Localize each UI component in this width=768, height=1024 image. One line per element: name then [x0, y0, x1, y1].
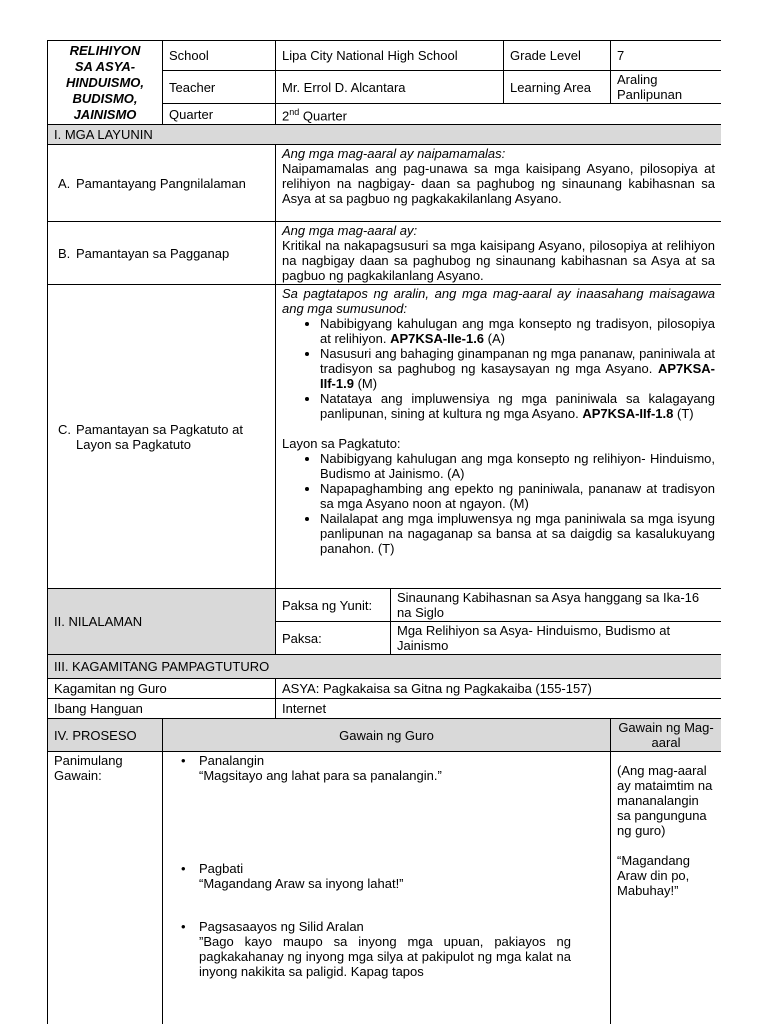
- bullet-icon: •: [181, 753, 186, 769]
- quarter-number: 2: [282, 108, 290, 124]
- list-item: [320, 391, 715, 421]
- lesson-title-line: HINDUISMO,: [66, 74, 144, 90]
- competency-text: Nabibigyang kahulugan ang mga konsepto ng tradisyon, pilosopiya at relihiyon.: [320, 316, 716, 347]
- lesson-plan-page: [47, 40, 721, 1024]
- lesson-plan-table: [47, 40, 721, 1024]
- list-item: [320, 316, 715, 346]
- teacher-activities: [163, 752, 611, 1024]
- list-item: • Napapaghambing ang epekto ng paniniwala, pananaw at tradisyon sa mga Asyano noon at ngayon. (M): [320, 481, 715, 511]
- lesson-title-line: SA ASYA-: [74, 58, 136, 74]
- quarter-value: [276, 104, 722, 125]
- paksa-yunit-value: Sinaunang Kabihasnan sa Asya hanggang sa Ika-16 na Siglo: [391, 589, 722, 622]
- student-response: “Magandang Araw din po, Mabuhay!”: [617, 853, 691, 899]
- competency-list: [282, 316, 715, 421]
- section-heading-kagamitan: III. KAGAMITANG PAMPAGTUTURO: [48, 655, 722, 679]
- competency-code: AP7KSA-IIe-1.6: [390, 331, 485, 347]
- lesson-title-line: BUDISMO,: [72, 90, 138, 106]
- student-response: (Ang mag-aaral ay mataimtim na mananalangin sa pangunguna ng guro): [617, 763, 713, 839]
- layon-heading: Layon sa Pagkatuto:: [282, 436, 401, 452]
- paksa-label: Paksa:: [276, 622, 391, 655]
- learning-area-label: Learning Area: [504, 71, 611, 104]
- school-label: School: [163, 41, 276, 71]
- competency-level: (T): [677, 406, 694, 422]
- competency-text: Natataya ang impluwensiya ng mga paniniwala sa kalagayang panlipunan, sining at kultura ng mga Asyano.: [320, 391, 716, 422]
- activity-text: “Magandang Araw sa inyong lahat!”: [199, 876, 404, 892]
- list-item: [320, 346, 715, 391]
- layunin-a-label: Pamantayang Pangnilalaman: [76, 175, 246, 191]
- student-activities: [611, 752, 721, 1024]
- activity-text: ”Bago kayo maupo sa inyong mga upuan, pakiayos ng pagkakahanay ng inyong mga silya at pakipulot ng mga kalat na inyong nakikita sa paligid. Kapag tapos: [199, 934, 571, 980]
- grade-level-label: Grade Level: [504, 41, 611, 71]
- layunin-c-letter: C.: [58, 421, 71, 437]
- layunin-c-label: Pamantayan sa Pagkatuto at Layon sa Pagkatuto: [76, 421, 243, 452]
- lesson-title-line: RELIHIYON: [69, 42, 141, 58]
- layunin-a-content: [276, 145, 722, 222]
- bullet-icon: •: [181, 919, 186, 935]
- competency-code: AP7KSA-IIf-1.9: [320, 361, 716, 392]
- competency-text: Nasusuri ang bahaging ginampanan ng mga pananaw, paniniwala at tradisyon sa paghubog ng kasaysayan ng mga Asyano.: [320, 346, 716, 377]
- competency-level: (A): [487, 331, 505, 347]
- activity-title: Pagbati: [199, 861, 244, 877]
- layunin-a-text: Naipamamalas ang pag-unawa sa mga kaisipang Asyano, pilosopiya at relihiyon na nagbigay- daan sa paghubog ng sinaunang kabihasnan sa Asya at sa pagbuo ng pagkakakilanlang Asyano.: [282, 161, 716, 207]
- grade-level-value: 7: [611, 41, 721, 71]
- kagamitan-guro-value: ASYA: Pagkakaisa sa Gitna ng Pagkakaiba (155-157): [276, 679, 722, 699]
- layunin-c-label-cell: [48, 285, 276, 589]
- teacher-label: Teacher: [163, 71, 276, 104]
- activity-text: “Magsitayo ang lahat para sa panalangin.”: [199, 768, 442, 784]
- layunin-b-label: Pamantayan sa Pagganap: [76, 245, 230, 261]
- layunin-b-letter: B.: [58, 245, 71, 261]
- layunin-b-label-cell: [48, 222, 276, 285]
- activity-title: Pagsasaayos ng Silid Aralan: [199, 919, 364, 935]
- ibang-hanguan-value: Internet: [276, 699, 722, 719]
- section-heading-proseso: IV. PROSESO: [48, 719, 163, 752]
- lesson-title-line: JAINISMO: [73, 106, 137, 122]
- layunin-b-content: [276, 222, 722, 285]
- section-heading-nilalaman: II. NILALAMAN: [48, 589, 276, 655]
- layunin-a-intro: Ang mga mag-aaral ay naipamamalas:: [282, 146, 506, 162]
- layunin-b-intro: Ang mga mag-aaral ay:: [282, 223, 418, 239]
- competency-level: (M): [357, 376, 378, 392]
- layunin-a-letter: A.: [58, 175, 71, 191]
- list-item: [169, 919, 604, 979]
- learning-area-value: Araling Panlipunan: [611, 71, 721, 104]
- paksa-yunit-label: Paksa ng Yunit:: [276, 589, 391, 622]
- layon-list: [282, 451, 715, 556]
- list-item: [169, 861, 604, 891]
- bullet-icon: •: [181, 861, 186, 877]
- school-value: Lipa City National High School: [276, 41, 504, 71]
- ibang-hanguan-label: Ibang Hanguan: [48, 699, 276, 719]
- quarter-suffix: nd: [289, 107, 300, 117]
- quarter-word: Quarter: [302, 108, 347, 124]
- paksa-value: Mga Relihiyon sa Asya- Hinduismo, Budismo at Jainismo: [391, 622, 722, 655]
- layunin-c-intro: Sa pagtatapos ng aralin, ang mga mag-aaral ay inaasahang maisagawa ang mga sumusunod:: [282, 286, 716, 317]
- layunin-c-content: [276, 285, 722, 589]
- list-item: • Nailalapat ang mga impluwensya ng mga paniniwala sa mga isyung panlipunan na nagaganap sa bansa at sa daigdig sa kasalukuyang panahon. (T): [320, 511, 715, 556]
- gawain-magaaral-header: Gawain ng Mag-aaral: [611, 719, 721, 752]
- kagamitan-guro-label: Kagamitan ng Guro: [48, 679, 276, 699]
- layunin-b-text: Kritikal na nakapagsusuri sa mga kaisipang Asyano, pilosopiya at relihiyon na nagbigay daan sa paghubog ng sinaunang kabihasnan sa Asya at sa pagbuo ng pagkakilanlang Asyano.: [282, 238, 716, 284]
- layunin-a-label-cell: [48, 145, 276, 222]
- list-item: • Nabibigyang kahulugan ang mga konsepto ng relihiyon- Hinduismo, Budismo at Jainismo. (A): [320, 451, 715, 481]
- teacher-value: Mr. Errol D. Alcantara: [276, 71, 504, 104]
- activity-title: Panalangin: [199, 753, 265, 769]
- list-item: [169, 753, 604, 783]
- stage-label: Panimulang Gawain:: [48, 752, 163, 1024]
- competency-code: AP7KSA-IIf-1.8: [582, 406, 674, 422]
- lesson-title: [48, 41, 163, 125]
- quarter-label: Quarter: [163, 104, 276, 125]
- gawain-guro-header: Gawain ng Guro: [163, 719, 611, 752]
- section-heading-layunin: I. MGA LAYUNIN: [48, 125, 722, 145]
